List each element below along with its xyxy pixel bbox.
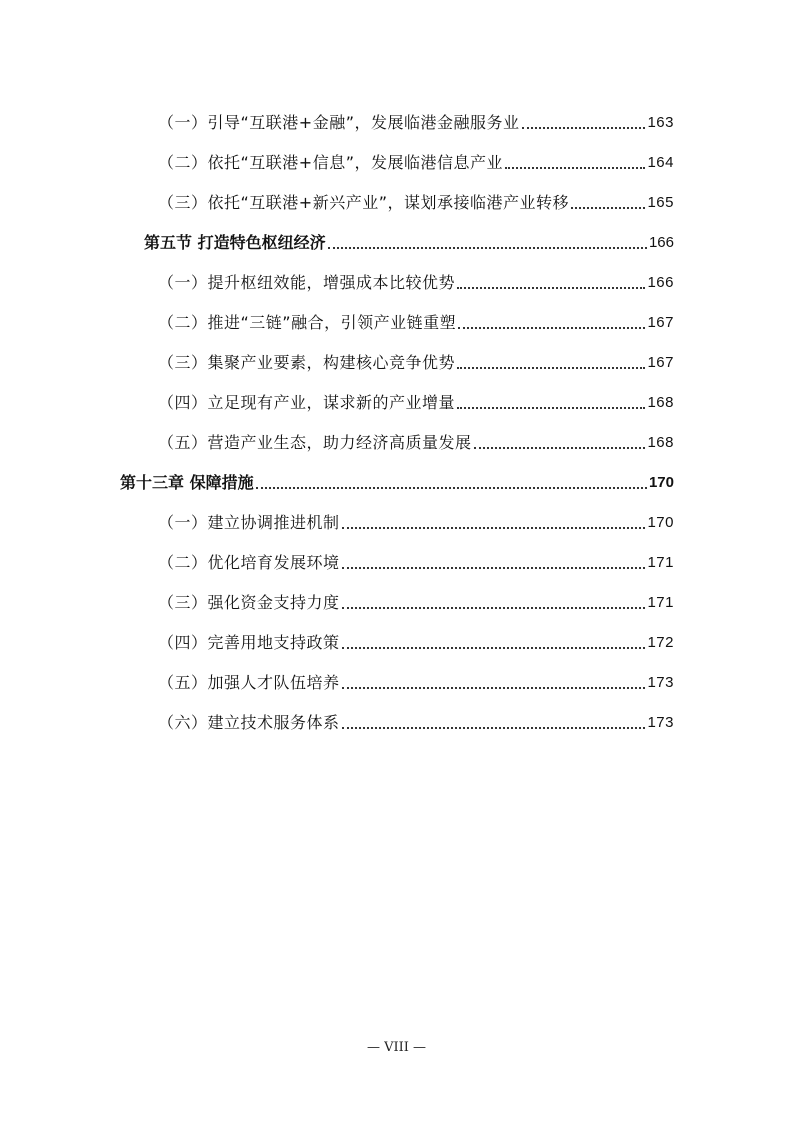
dot-leader (457, 367, 645, 369)
toc-entry-title: （二）依托“互联港+信息”，发展临港信息产业 (158, 153, 503, 172)
toc-entry-page: 168 (647, 394, 674, 411)
toc-entry[interactable] (158, 548, 674, 574)
toc-entry-page: 165 (647, 194, 674, 211)
toc-entry[interactable] (158, 188, 674, 214)
toc-entry[interactable] (158, 108, 674, 134)
toc-entry-page: 164 (647, 154, 674, 171)
toc-entry-page: 163 (647, 114, 674, 131)
toc-entry[interactable] (158, 348, 674, 374)
toc-entry-title: （五）营造产业生态，助力经济高质量发展 (158, 433, 472, 452)
toc-entry-page: 166 (647, 274, 674, 291)
toc-entry-title: 第十三章 保障措施 (120, 473, 254, 492)
dot-leader (474, 447, 646, 449)
toc-entry-title: （二）优化培育发展环境 (158, 553, 340, 572)
toc-entry[interactable] (120, 468, 674, 494)
toc-entry-page: 171 (647, 594, 674, 611)
dot-leader (571, 207, 645, 209)
toc-entry-title: （三）集聚产业要素，构建核心竞争优势 (158, 353, 456, 372)
dot-leader (342, 727, 646, 729)
toc-entry-title: （一）引导“互联港+金融”，发展临港金融服务业 (158, 113, 520, 132)
toc-entry-title: （二）推进“三链”融合，引领产业链重塑 (158, 313, 457, 332)
toc-entry[interactable] (158, 508, 674, 534)
toc-entry-title: （五）加强人才队伍培养 (158, 673, 340, 692)
dot-leader (342, 687, 646, 689)
toc-entry-page: 173 (647, 674, 674, 691)
toc-entry[interactable] (158, 708, 674, 734)
dot-leader (522, 127, 646, 129)
toc-entry[interactable] (158, 428, 674, 454)
toc-entry-page: 166 (648, 234, 674, 251)
toc-entry-title: （一）提升枢纽效能，增强成本比较优势 (158, 273, 456, 292)
dot-leader (457, 287, 645, 289)
toc-entry-page: 170 (648, 474, 674, 491)
page-number-footer: — VIII — (366, 1040, 427, 1055)
toc-entry[interactable] (158, 268, 674, 294)
toc-entry-title: 第五节 打造特色枢纽经济 (144, 233, 326, 252)
dot-leader (342, 527, 646, 529)
toc-entry-page: 167 (647, 354, 674, 371)
toc-entry-page: 170 (647, 514, 674, 531)
toc-entry-page: 168 (647, 434, 674, 451)
dot-leader (256, 487, 647, 489)
dot-leader (328, 247, 647, 249)
toc-entry-title: （四）立足现有产业，谋求新的产业增量 (158, 393, 456, 412)
dot-leader (342, 607, 646, 609)
dot-leader (457, 407, 645, 409)
toc-entry[interactable] (158, 628, 674, 654)
dot-leader (458, 327, 645, 329)
dot-leader (342, 647, 646, 649)
toc-entry-title: （六）建立技术服务体系 (158, 713, 340, 732)
toc-entry-page: 171 (647, 554, 674, 571)
toc-entry-page: 167 (647, 314, 674, 331)
toc-entry-title: （四）完善用地支持政策 (158, 633, 340, 652)
dot-leader (505, 167, 645, 169)
toc-entry-title: （三）强化资金支持力度 (158, 593, 340, 612)
toc-entry[interactable] (158, 668, 674, 694)
toc-entry-page: 173 (647, 714, 674, 731)
dot-leader (342, 567, 646, 569)
toc-entry-title: （三）依托“互联港+新兴产业”，谋划承接临港产业转移 (158, 193, 569, 212)
toc-entry[interactable] (158, 148, 674, 174)
toc-entry-page: 172 (647, 634, 674, 651)
toc-entry[interactable] (158, 388, 674, 414)
toc-entry-title: （一）建立协调推进机制 (158, 513, 340, 532)
toc-entry[interactable] (144, 228, 674, 254)
toc-entry[interactable] (158, 588, 674, 614)
toc-entry[interactable] (158, 308, 674, 334)
